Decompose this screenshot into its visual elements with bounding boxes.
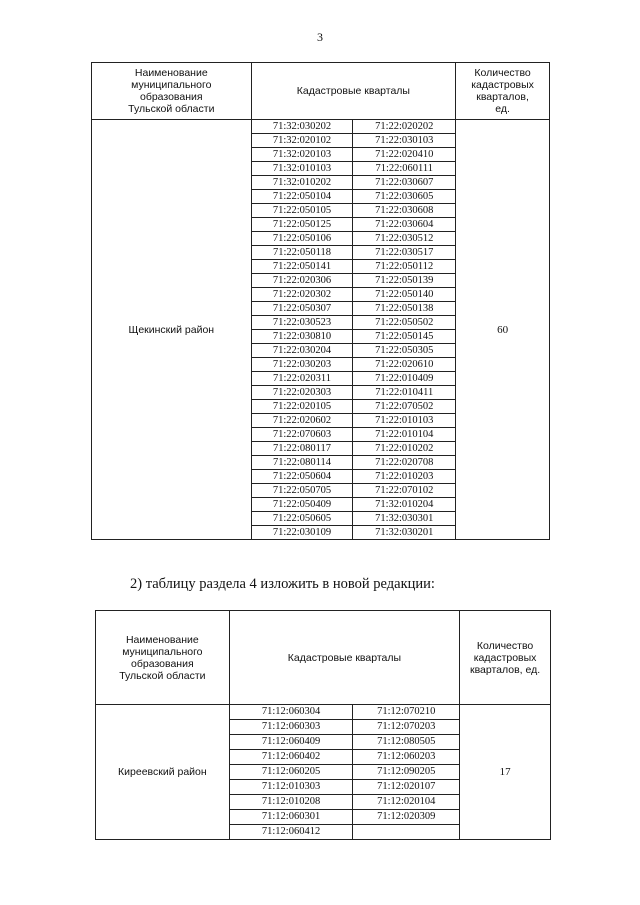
municipality-name: Щекинский район — [92, 120, 252, 540]
cadastral-code-cell — [353, 825, 460, 840]
cadastral-code-cell: 71:12:060203 — [353, 750, 460, 765]
header-line: кадастровых кварталов, — [471, 79, 534, 103]
cadastral-code-cell: 71:12:010208 — [229, 795, 353, 810]
cadastral-code-cell: 71:32:010202 — [251, 176, 353, 190]
cadastral-code-cell: 71:22:050409 — [251, 498, 353, 512]
cadastral-code-cell: 71:22:050145 — [353, 330, 456, 344]
table-header-row — [92, 63, 550, 120]
cadastral-code-cell: 71:22:020410 — [353, 148, 456, 162]
cadastral-code-cell: 71:12:010303 — [229, 780, 353, 795]
cadastral-code-cell: 71:12:020309 — [353, 810, 460, 825]
quarters-count: 17 — [460, 705, 551, 840]
header-municipality — [96, 611, 230, 705]
cadastral-code-cell: 71:22:050604 — [251, 470, 353, 484]
cadastral-code-cell: 71:22:010203 — [353, 470, 456, 484]
cadastral-code-cell: 71:22:020303 — [251, 386, 353, 400]
page-number: 3 — [317, 30, 323, 44]
cadastral-code-cell: 71:22:030607 — [353, 176, 456, 190]
cadastral-code-cell: 71:22:080114 — [251, 456, 353, 470]
cadastral-code-cell: 71:22:010202 — [353, 442, 456, 456]
cadastral-code-cell: 71:22:020311 — [251, 372, 353, 386]
cadastral-code-cell: 71:22:020610 — [353, 358, 456, 372]
cadastral-code-cell: 71:22:030109 — [251, 526, 353, 540]
cadastral-code-cell: 71:22:030517 — [353, 246, 456, 260]
cadastral-code-cell: 71:22:030204 — [251, 344, 353, 358]
cadastral-code-cell: 71:22:030103 — [353, 134, 456, 148]
cadastral-code-cell: 71:12:060205 — [229, 765, 353, 780]
cadastral-table-kireevsk — [95, 610, 551, 840]
header-line: Количество — [474, 67, 531, 79]
cadastral-code-cell: 71:32:020102 — [251, 134, 353, 148]
cadastral-code-cell: 71:22:050112 — [353, 260, 456, 274]
cadastral-code-cell: 71:22:060111 — [353, 162, 456, 176]
header-quarters: Кадастровые кварталы — [229, 611, 459, 705]
cadastral-code-cell: 71:22:020302 — [251, 288, 353, 302]
header-line: Тульской области — [119, 669, 206, 682]
cadastral-code-cell: 71:32:020103 — [251, 148, 353, 162]
header-quarters: Кадастровые кварталы — [251, 63, 456, 120]
cadastral-code-cell: 71:12:060303 — [229, 720, 353, 735]
cadastral-code-cell: 71:12:070203 — [353, 720, 460, 735]
header-line: образования — [131, 657, 194, 670]
cadastral-code-cell: 71:12:060402 — [229, 750, 353, 765]
cadastral-code-cell: 71:22:020708 — [353, 456, 456, 470]
cadastral-code-cell: 71:22:050502 — [353, 316, 456, 330]
table-row — [92, 120, 550, 134]
header-line: кадастровых — [473, 651, 537, 664]
cadastral-code-cell: 71:22:030810 — [251, 330, 353, 344]
cadastral-code-cell: 71:12:060409 — [229, 735, 353, 750]
cadastral-code-cell: 71:22:050118 — [251, 246, 353, 260]
cadastral-code-cell: 71:12:080505 — [353, 735, 460, 750]
cadastral-code-cell: 71:22:050104 — [251, 190, 353, 204]
table-header-row — [96, 611, 551, 705]
cadastral-code-cell: 71:22:010104 — [353, 428, 456, 442]
cadastral-code-cell: 71:22:070502 — [353, 400, 456, 414]
header-line: Наименование — [134, 67, 208, 79]
cadastral-code-cell: 71:22:010411 — [353, 386, 456, 400]
quarters-count: 60 — [456, 120, 550, 540]
cadastral-code-cell: 71:22:050125 — [251, 218, 353, 232]
cadastral-code-cell: 71:22:020105 — [251, 400, 353, 414]
cadastral-code-cell: 71:22:050605 — [251, 512, 353, 526]
cadastral-code-cell: 71:22:010409 — [353, 372, 456, 386]
cadastral-code-cell: 71:22:030608 — [353, 204, 456, 218]
header-count — [456, 63, 550, 120]
cadastral-code-cell: 71:22:050138 — [353, 302, 456, 316]
header-count — [460, 611, 551, 705]
header-line: образования — [139, 91, 203, 103]
cadastral-code-cell: 71:22:010103 — [353, 414, 456, 428]
cadastral-code-cell: 71:22:030203 — [251, 358, 353, 372]
municipality-name: Киреевский район — [96, 705, 230, 840]
cadastral-code-cell: 71:12:020107 — [353, 780, 460, 795]
cadastral-code-cell: 71:12:090205 — [353, 765, 460, 780]
header-line: Тульской области — [128, 103, 215, 115]
cadastral-code-cell: 71:22:050105 — [251, 204, 353, 218]
cadastral-code-cell: 71:22:050307 — [251, 302, 353, 316]
header-line: Наименование — [125, 633, 199, 646]
table-row — [96, 705, 551, 720]
cadastral-code-cell: 71:22:030523 — [251, 316, 353, 330]
header-line: кварталов, ед. — [469, 663, 541, 676]
cadastral-code-cell: 71:22:050139 — [353, 274, 456, 288]
header-municipality — [92, 63, 252, 120]
cadastral-code-cell: 71:22:020602 — [251, 414, 353, 428]
header-line: ед. — [495, 103, 510, 115]
cadastral-code-cell: 71:22:070102 — [353, 484, 456, 498]
cadastral-code-cell: 71:12:070210 — [353, 705, 460, 720]
cadastral-code-cell: 71:12:060301 — [229, 810, 353, 825]
instruction-text: 2) таблицу раздела 4 изложить в новой редакции: — [130, 576, 435, 592]
cadastral-code-cell: 71:22:080117 — [251, 442, 353, 456]
cadastral-code-cell: 71:22:030604 — [353, 218, 456, 232]
cadastral-code-cell: 71:22:030512 — [353, 232, 456, 246]
cadastral-code-cell: 71:22:050106 — [251, 232, 353, 246]
cadastral-code-cell: 71:22:050305 — [353, 344, 456, 358]
cadastral-code-cell: 71:22:070603 — [251, 428, 353, 442]
cadastral-code-cell: 71:22:050705 — [251, 484, 353, 498]
cadastral-code-cell: 71:12:060412 — [229, 825, 353, 840]
header-line: муниципального — [122, 645, 203, 658]
cadastral-code-cell: 71:32:030201 — [353, 526, 456, 540]
header-line: муниципального — [131, 79, 212, 91]
cadastral-code-cell: 71:32:010103 — [251, 162, 353, 176]
cadastral-code-cell: 71:12:020104 — [353, 795, 460, 810]
cadastral-table-shchekino — [91, 62, 550, 540]
cadastral-code-cell: 71:22:050140 — [353, 288, 456, 302]
cadastral-code-cell: 71:32:010204 — [353, 498, 456, 512]
cadastral-code-cell: 71:22:020202 — [353, 120, 456, 134]
cadastral-code-cell: 71:12:060304 — [229, 705, 353, 720]
header-line: Количество — [476, 639, 534, 652]
cadastral-code-cell: 71:22:030605 — [353, 190, 456, 204]
cadastral-code-cell: 71:32:030301 — [353, 512, 456, 526]
cadastral-code-cell: 71:22:020306 — [251, 274, 353, 288]
cadastral-code-cell: 71:22:050141 — [251, 260, 353, 274]
cadastral-code-cell: 71:32:030202 — [251, 120, 353, 134]
